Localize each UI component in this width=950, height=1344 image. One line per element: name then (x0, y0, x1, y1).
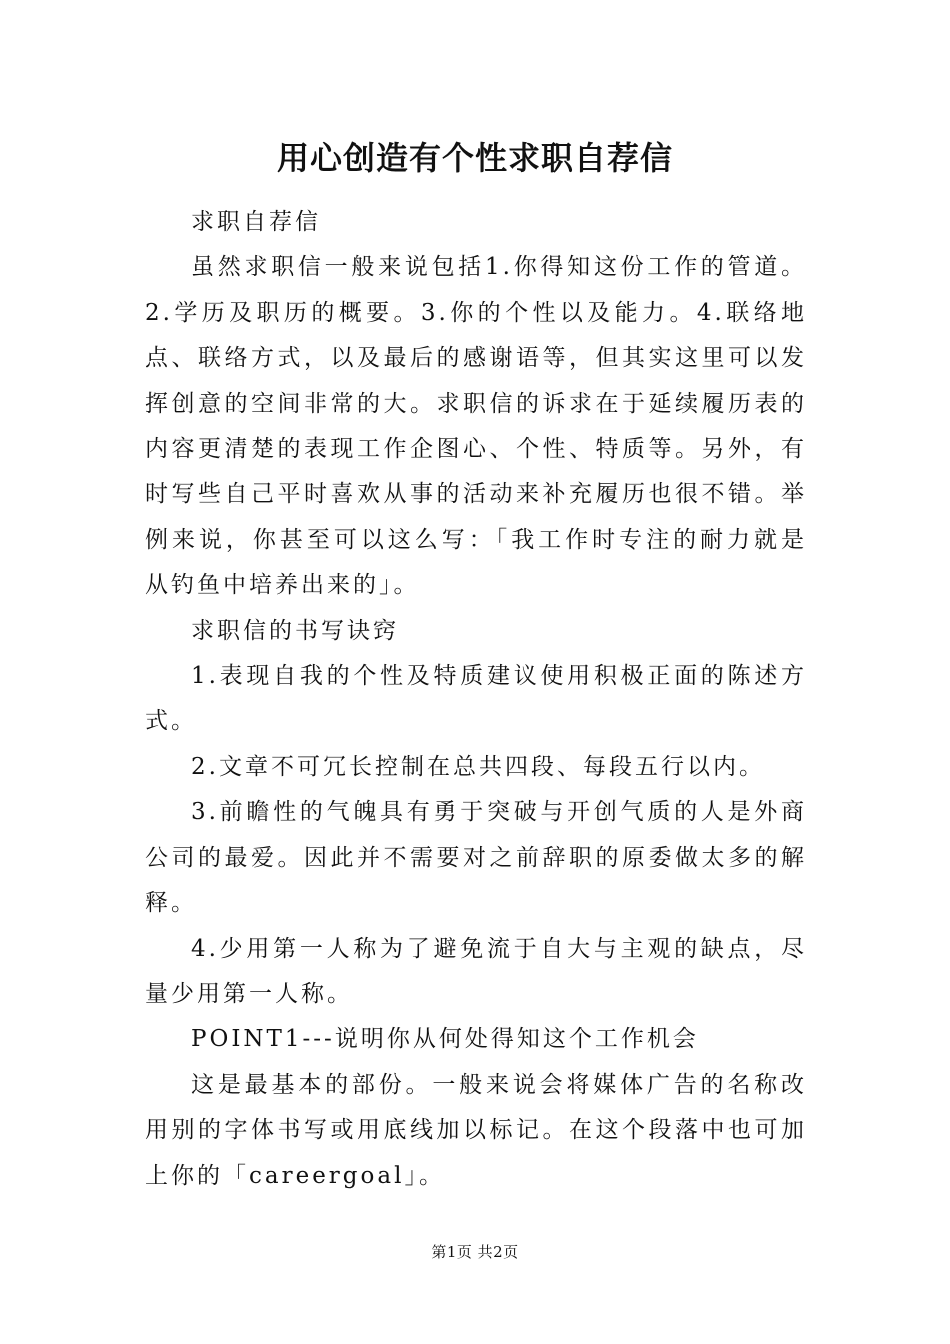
body-paragraph: 2.文章不可冗长控制在总共四段、每段五行以内。 (191, 753, 765, 780)
body-paragraph: 1.表现自我的个性及特质建议使用积极正面的陈述方式。 (145, 663, 807, 735)
page-number-footer: 第1页 共2页 (431, 1243, 519, 1261)
section-heading: 求职自荐信 (191, 209, 321, 235)
document-body (145, 200, 807, 1199)
body-paragraph: 虽然求职信一般来说包括1.你得知这份工作的管道。2.学历及职历的概要。3.你的个性以及能力。4.联络地点、联络方式，以及最后的感谢语等，但其实这里可以发挥创意的空间非常的大。求职信的诉求在于延续履历表的内容更清楚的表现工作企图心、个性、特质等。另外，有时写些自己平时喜欢从事的活动来补充履历也很不错。举例来说，你甚至可以这么写：「我工作时专注的耐力就是从钓鱼中培养出来的」。 (145, 254, 807, 599)
body-paragraph: 3.前瞻性的气魄具有勇于突破与开创气质的人是外商公司的最爱。因此并不需要对之前辞职的原委做太多的解释。 (145, 799, 807, 917)
document-title: 用心创造有个性求职自荐信 (276, 139, 673, 177)
section-heading: POINT1---说明你从何处得知这个工作机会 (191, 1026, 699, 1053)
body-paragraph: 这是最基本的部份。一般来说会将媒体广告的名称改用别的字体书写或用底线加以标记。在这个段落中也可加上你的「careergoal」。 (145, 1071, 807, 1189)
section-heading: 求职信的书写诀窍 (191, 617, 399, 644)
body-paragraph: 4.少用第一人称为了避免流于自大与主观的缺点，尽量少用第一人称。 (145, 935, 807, 1007)
